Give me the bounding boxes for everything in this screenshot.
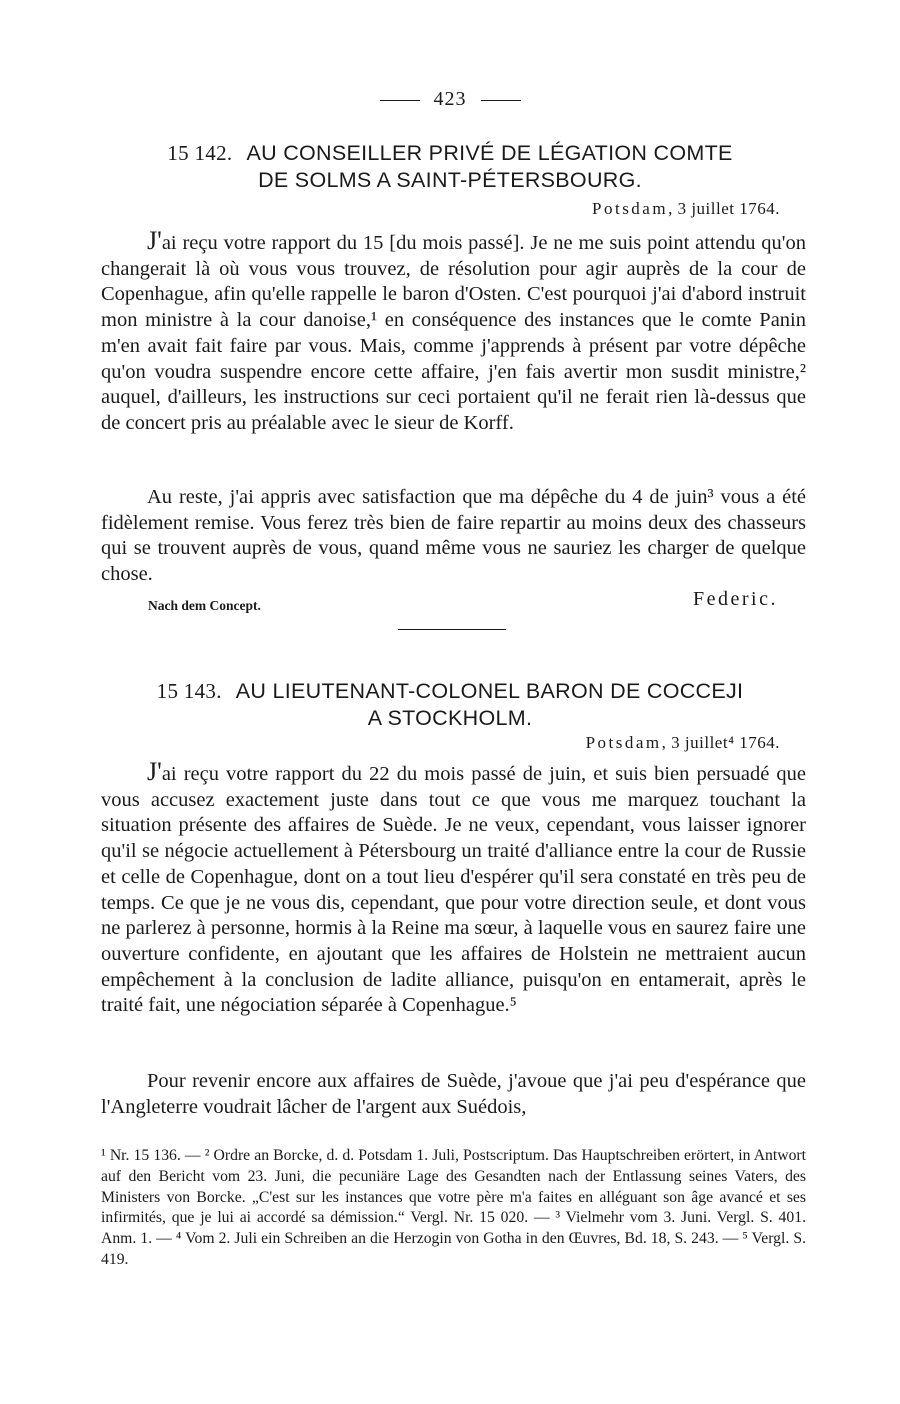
letter2-title-line2: A STOCKHOLM. <box>367 706 533 730</box>
dash-left <box>380 100 420 101</box>
footnotes: ¹ Nr. 15 136. — ² Ordre an Borcke, d. d. Potsdam 1. Juli, Postscriptum. Das Hauptschreiben erörtert, in Antwort auf den Bericht vom 23. Juni, die pecuniäre Lage des Gesandten nach der Entlassung seines Vaters, des Ministers von Borcke. „C'est sur les instances que votre père m'a faites en alléguant son âge avancé et ses infirmités, que je lui ai accordé sa démission.“ Vergl. Nr. 15 020. — ³ Vielmehr vom 3. Juni. Vergl. S. 401. Anm. 1. — ⁴ Vom 2. Juli ein Schreiben an die Herzogin von Gotha in den Œuvres, Bd. 18, S. 243. — ⁵ Vergl. S. 419. <box>101 1147 806 1268</box>
letter1-place: Potsdam <box>592 199 669 218</box>
letter2-dateline <box>586 733 780 753</box>
section-divider <box>398 629 506 630</box>
letter1-signature: Federic. <box>693 588 778 610</box>
letter1-number: 15 142. <box>167 141 233 165</box>
letter1-paragraph-1: J'ai reçu votre rapport du 15 [du mois passé]. Je ne me suis point attendu qu'on changerait là où vous vous trouvez, de résolution pour agir auprès de la cour de Copenhague, afin qu'elle rappelle le baron d'Osten. C'est pourquoi j'ai d'abord instruit mon ministre à la cour danoise,¹ en conséquence des instances que le comte Panin m'en avait fait faire par vous. Mais, comme j'apprends à présent par votre dépêche qu'on voudra suspendre encore cette affaire, j'en fais avertir mon susdit ministre,² auquel, d'ailleurs, les instructions sur ceci portaient qu'il ne ferait rien là-dessus que de concert pris au préalable avec le sieur de Korff. <box>101 226 806 434</box>
letter1-heading-line1 <box>0 140 900 167</box>
letter2-heading <box>0 678 900 732</box>
letter2-date: , 3 juillet⁴ 1764. <box>661 733 780 752</box>
page-number <box>0 88 900 111</box>
letter1-dateline <box>592 199 780 219</box>
letter2-paragraph-2: Pour revenir encore aux affaires de Suède, j'avoue que j'ai peu d'espérance que l'Angleterre voudrait lâcher de l'argent aux Suédois, <box>101 1070 806 1118</box>
letter1-heading <box>0 140 900 194</box>
letter1-title-line2: DE SOLMS A SAINT-PÉTERSBOURG. <box>258 168 642 192</box>
letter1-title: AU CONSEILLER PRIVÉ DE LÉGATION COMTE <box>246 141 733 165</box>
page-number-text: 423 <box>433 88 467 110</box>
letter2-title: AU LIEUTENANT-COLONEL BARON DE COCCEJI <box>235 679 744 703</box>
letter2-number: 15 143. <box>156 679 222 703</box>
letter2-heading-line1 <box>0 678 900 705</box>
dash-right <box>481 100 521 101</box>
letter1-date: , 3 juillet 1764. <box>668 199 780 218</box>
letter2-paragraph-1: J'ai reçu votre rapport du 22 du mois passé de juin, et suis bien persuadé que vous accusez exactement juste dans tout ce que vous me marquez touchant la situation présente des affaires de Suède. Je ne veux, cependant, vous laisser ignorer qu'il se négocie actuellement à Pétersbourg un traité d'alliance entre la cour de Russie et celle de Copenhague, dont on a tout lieu d'espérer qu'il sera constaté en très peu de temps. Ce que je ne vous dis, cependant, que pour votre direction seule, et dont vous ne parlerez à personne, hormis à la Reine ma sœur, à laquelle vous en saurez faire une ouverture confidente, en ajoutant que les affaires de Holstein ne mettraient aucun empêchement à la conclusion de ladite alliance, puisqu'on en entamerait, après le traité fait, une négociation séparée à Copenhague.⁵ <box>101 757 806 1017</box>
letter1-paragraph-2: Au reste, j'ai appris avec satisfaction que ma dépêche du 4 de juin³ vous a été fidèlement remise. Vous ferez très bien de faire repartir au moins deux des chasseurs qui se trouvent auprès de vous, quand même vous ne sauriez les charger de quelque chose. <box>101 486 806 586</box>
letter2-place: Potsdam <box>585 733 662 752</box>
letter1-source-note: Nach dem Concept. <box>148 598 261 613</box>
